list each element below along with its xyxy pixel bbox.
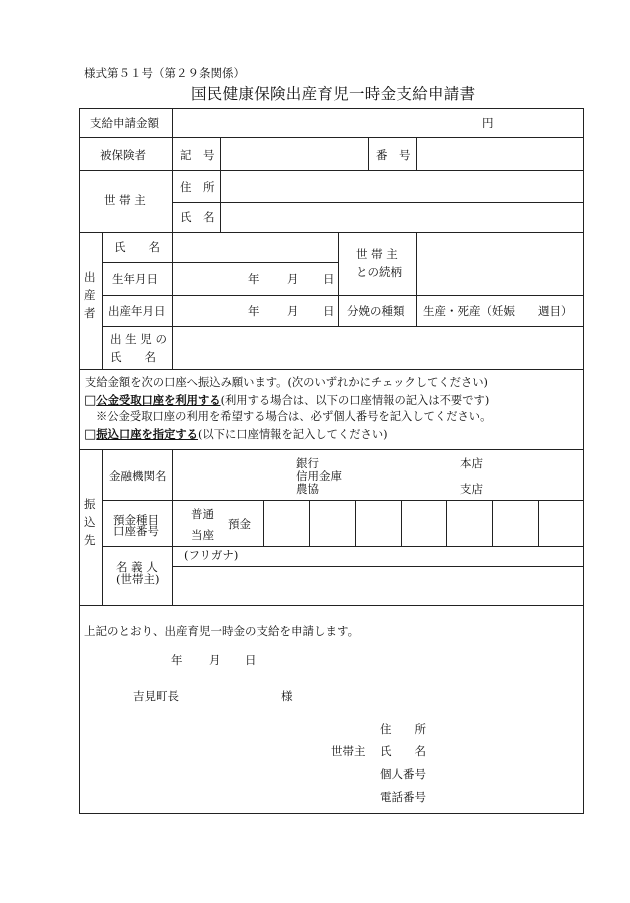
dob-label: 生年月日 [112,272,158,286]
amount-label: 支給申請金額 [90,116,159,130]
bank-type-bank: 銀行 [296,456,319,470]
account-instruction: 支給金額を次の口座へ振込み願います。(次のいずれかにチェックしてください) [85,376,488,389]
declaration-day: 日 [245,653,257,667]
transfer-section-char: 込 [84,515,96,529]
account-number-label: 口座番号 [113,524,159,538]
householder-label: 世 帯 主 [104,193,146,207]
checkbox-public-account[interactable]: □ [84,393,97,408]
birth-date-year: 年 [248,304,260,318]
furigana-label: (フリガナ) [184,548,239,562]
birth-date-month: 月 [287,304,299,318]
birth-date-label: 出産年月日 [108,304,166,318]
option-public-account-label: 公金受取口座を利用する [96,393,221,407]
option-transfer-account-note: (以下に口座情報を記入してください) [197,428,388,441]
form-number: 様式第５１号（第２９条関係） [84,66,245,80]
applicant-my-number-label: 個人番号 [380,767,426,781]
account-kind-current: 当座 [191,528,214,542]
branch-type-main: 本店 [460,456,483,470]
account-kind-ordinary: 普通 [191,507,214,521]
child-name-label: 氏 名 [110,350,156,364]
applicant-name-label: 氏 名 [380,744,426,758]
dob-year: 年 [248,272,260,286]
insured-number-label: 番 号 [376,148,411,162]
mother-name-label: 氏 名 [114,240,160,254]
transfer-section-char: 振 [84,497,96,511]
account-type-label: 預金種目 [113,513,159,527]
dob-day: 日 [323,272,335,286]
option-public-account-note: (利用する場合は、以下の口座情報の記入は不要です) [220,394,490,407]
applicant-address-label: 住 所 [380,722,426,736]
delivery-type-label: 分娩の種類 [347,304,405,318]
public-account-notice: ※公金受取口座の利用を希望する場合は、必ず個人番号を記入してください。 [96,410,492,423]
declaration-text: 上記のとおり、出産育児一時金の支給を申請します。 [84,624,360,638]
relation-label: 世 帯 主 [356,247,398,261]
transfer-section-char: 先 [84,533,96,547]
page-title: 国民健康保険出産育児一時金支給申請書 [191,85,476,103]
dob-month: 月 [287,272,299,286]
delivery-type-value: 生産・死産（妊娠 週目） [423,304,573,318]
declaration-month: 月 [209,653,221,667]
birth-section-char: 出 [84,270,96,284]
birth-section-char: 者 [84,306,96,320]
birth-date-day: 日 [323,304,335,318]
insured-symbol-label: 記 号 [180,148,215,162]
child-name-label: 出 生 児 の [110,332,167,346]
addressee-mayor: 吉見町長 [133,689,179,703]
bank-type-agri: 農協 [296,482,319,496]
relation-label: との続柄 [356,265,402,279]
bank-type-credit: 信用金庫 [296,469,342,483]
bank-name-label: 金融機関名 [109,469,167,483]
option-public-account[interactable] [84,393,489,408]
checkbox-transfer-account[interactable]: □ [84,427,97,442]
deposit-label: 預金 [228,517,251,531]
branch-type-branch: 支店 [460,482,483,496]
householder-name-label: 氏 名 [180,210,215,224]
householder-address-label: 住 所 [180,180,215,194]
account-holder-sub: (世帯主) [116,572,160,586]
applicant-householder-label: 世帯主 [331,744,366,758]
account-holder-label: 名 義 人 [116,560,158,574]
addressee-honorific: 様 [281,689,293,703]
declaration-year: 年 [171,653,183,667]
birth-section-char: 産 [84,288,96,302]
option-transfer-account-label: 振込口座を指定する [96,427,198,441]
amount-unit: 円 [482,116,494,130]
option-transfer-account[interactable] [84,427,388,442]
applicant-phone-label: 電話番号 [380,790,426,804]
insured-label: 被保険者 [100,148,146,162]
